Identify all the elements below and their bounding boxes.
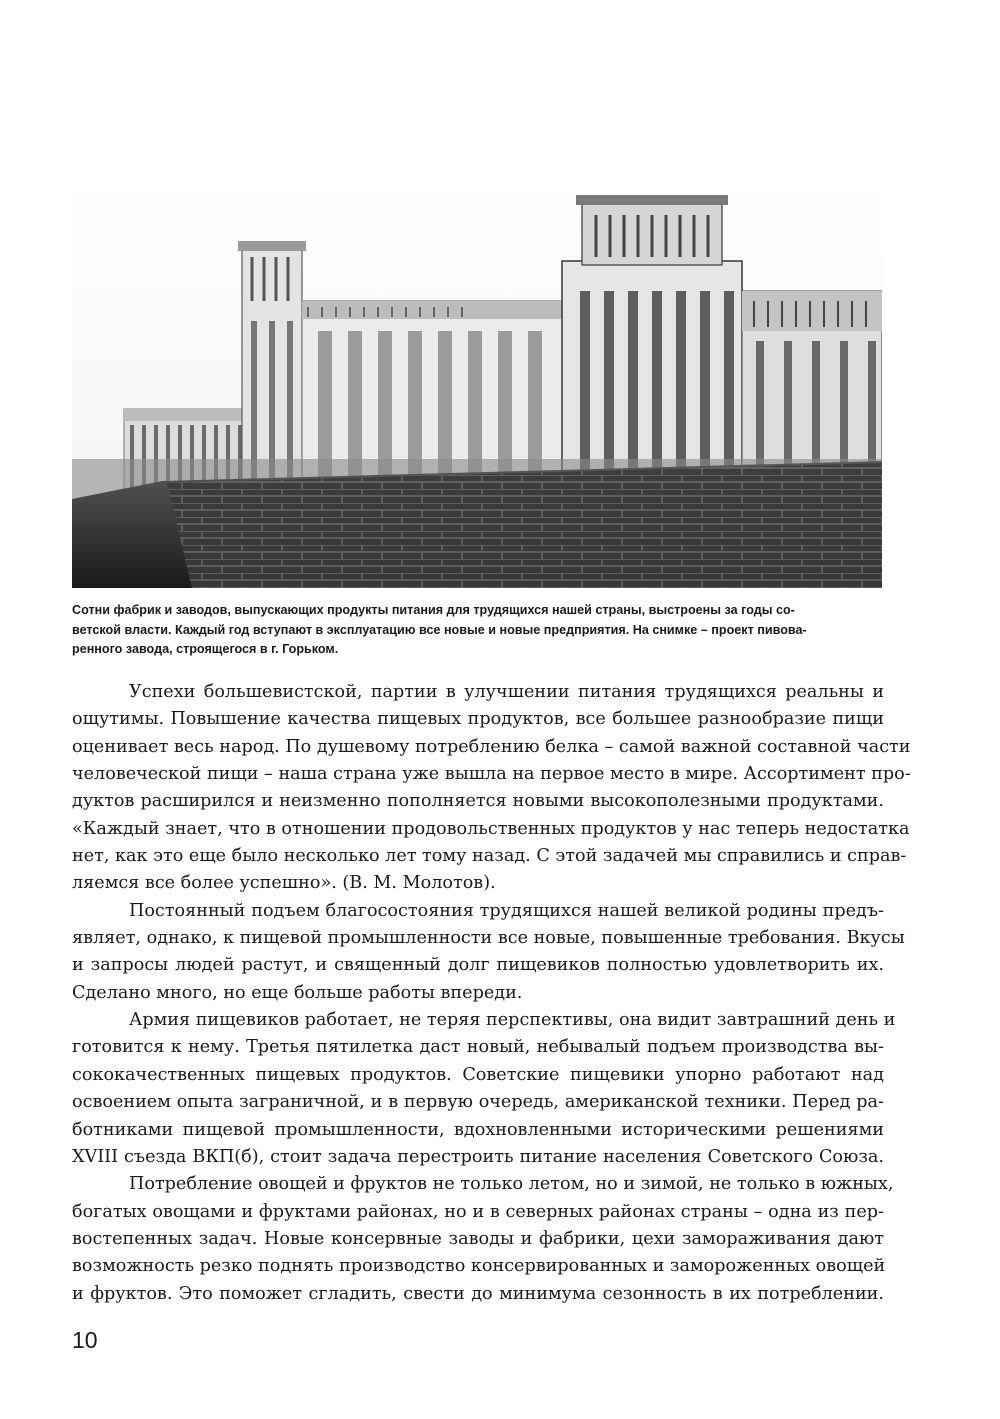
text-line: Сделано много, но еще больше работы впереди.	[72, 982, 523, 1003]
text-line: Успехи большевистской, партии в улучшении питания трудящихся реальны и	[129, 682, 884, 702]
text-line: Постоянный подъем благосостояния трудящихся нашей великой родины предъ-	[129, 900, 884, 921]
text-line: готовится к нему. Третья пятилетка даст новый, небывалый подъем производства вы-	[72, 1037, 884, 1058]
text-line: и фруктов. Это поможет сгладить, свести до минимума сезонность в их потреблении.	[72, 1283, 884, 1304]
text-line: «Каждый знает, что в отношении продовольственных продуктов у нас теперь недостатка	[72, 818, 910, 839]
brewery-photo	[72, 181, 882, 588]
text-line: Потребление овощей и фруктов не только летом, но и зимой, не только в южных,	[129, 1174, 894, 1195]
text-line: оценивает весь народ. По душевому потреблению белка – самой важной составной части	[72, 736, 911, 757]
paragraph-4	[72, 1171, 894, 1308]
text-line: и запросы людей растут, и священный долг пищевиков полностью удовлетворить их.	[72, 955, 884, 976]
text-line: дуктов расширился и неизменно пополняется новыми высокополезными продуктами.	[72, 791, 884, 812]
text-line: освоением опыта заграничной, и в первую очередь, американской техники. Перед ра-	[72, 1092, 884, 1113]
text-line: нет, как это еще было несколько лет тому назад. С этой задачей мы справились и справ-	[72, 846, 907, 867]
text-line: ощутимы. Повышение качества пищевых продуктов, все большее разнообразие пищи	[72, 709, 884, 730]
text-line: возможность резко поднять производство консервированных и замороженных овощей	[72, 1256, 886, 1277]
caption-line: Сотни фабрик и заводов, выпускающих продукты питания для трудящихся нашей страны, выстроены за годы со-	[72, 603, 795, 617]
page-number: 10	[72, 1327, 98, 1353]
text-line: востепенных задач. Новые консервные заводы и фабрики, цехи замораживания дают	[72, 1228, 884, 1249]
text-line: богатых овощами и фруктами районах, но и в северных районах страны – одна из пер-	[72, 1201, 884, 1222]
body-text	[72, 679, 911, 1308]
text-line: человеческой пищи – наша страна уже вышла на первое место в мире. Ассортимент про-	[72, 764, 911, 785]
text-line: ляемся все более успешно». (В. М. Молотов).	[72, 873, 496, 894]
caption-line: ветской власти. Каждый год вступают в эксплуатацию все новые и новые предприятия. На снимке – проект пивова-	[72, 622, 807, 637]
caption-line: ренного завода, строящегося в г. Горьком.	[72, 642, 339, 656]
figure-caption	[72, 601, 884, 660]
text-line: ботниками пищевой промышленности, вдохновленными историческими решениями	[72, 1119, 884, 1140]
paragraph-2	[72, 898, 905, 1007]
text-line: XVIII съезда ВКП(б), стоит задача перестроить питание населения Советского Союза.	[72, 1146, 884, 1167]
text-line: являет, однако, к пищевой промышленности все новые, повышенные требования. Вкусы	[72, 928, 905, 949]
text-line: сококачественных пищевых продуктов. Советские пищевики упорно работают над	[72, 1064, 884, 1085]
paragraph-3	[72, 1007, 896, 1171]
text-line: Армия пищевиков работает, не теряя перспективы, она видит завтрашний день и	[129, 1010, 896, 1031]
paragraph-1	[72, 679, 911, 898]
